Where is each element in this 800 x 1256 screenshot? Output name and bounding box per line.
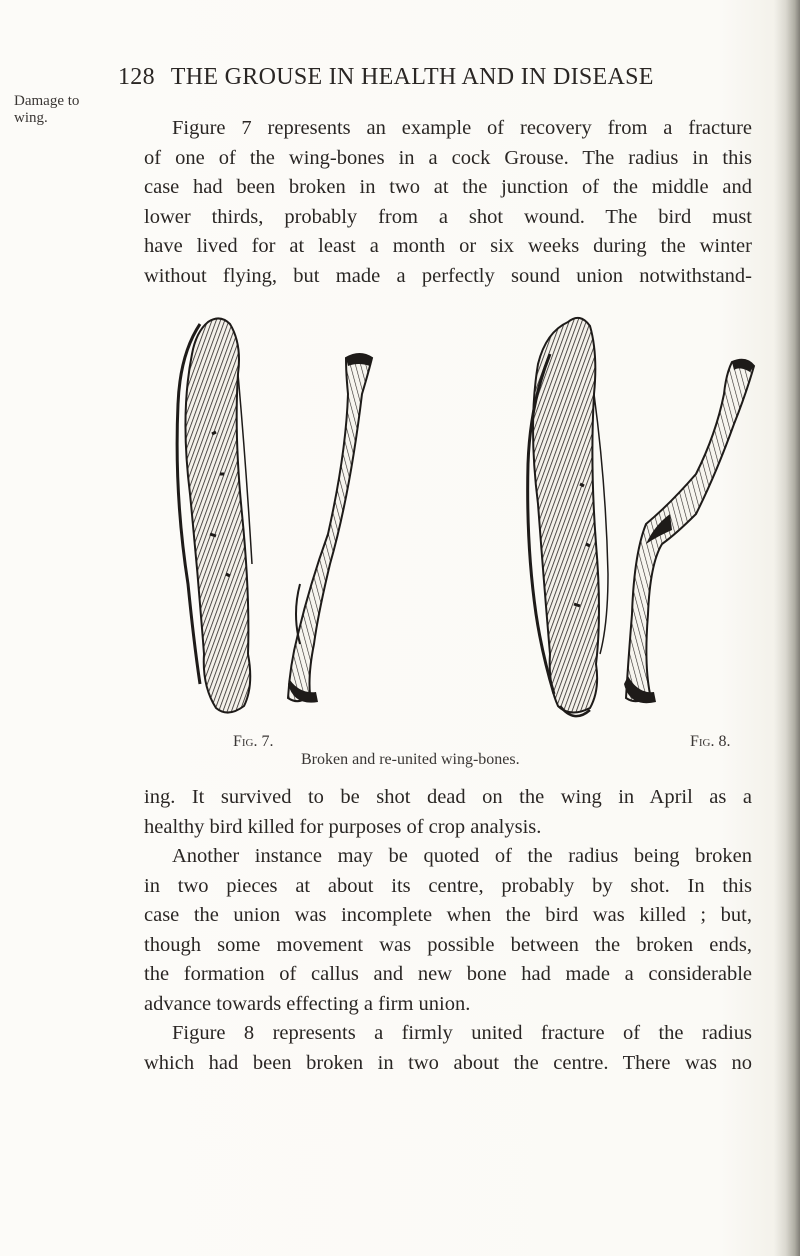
text-line: have lived for at least a month or six weeks during the winter xyxy=(144,235,752,257)
fig8-radius-drawing xyxy=(624,360,754,703)
figure-caption: Broken and re-united wing-bones. xyxy=(301,751,520,768)
text-line: advance towards effecting a firm union. xyxy=(144,992,471,1015)
text-line: of one of the wing-bones in a cock Grouse. The radius in this xyxy=(144,146,752,169)
text-line: healthy bird killed for purposes of crop analysis. xyxy=(144,815,542,838)
text-line: though some movement was possible between the broken ends, xyxy=(144,933,752,956)
margin-note-line: Damage to xyxy=(14,93,80,109)
paragraph-figure7 xyxy=(144,114,752,291)
wing-bones-illustration xyxy=(150,314,760,724)
fig7-ulna-drawing xyxy=(177,318,252,712)
page-edge-shadow xyxy=(774,0,800,1256)
fig7-radius-drawing xyxy=(288,354,372,703)
text-line: ing. It survived to be shot dead on the wing in April as a xyxy=(144,786,752,808)
text-line: Figure 7 represents an example of recovery from a fracture xyxy=(172,117,752,139)
text-line: the formation of callus and new bone had made a considerable xyxy=(144,963,752,985)
text-line: Another instance may be quoted of the radius being broken xyxy=(172,845,752,867)
text-line: in two pieces at about its centre, probably by shot. In this xyxy=(144,874,752,897)
text-line: case had been broken in two at the junction of the middle and xyxy=(144,176,752,198)
text-line: without flying, but made a perfectly sound union notwithstand- xyxy=(144,264,752,287)
margin-note xyxy=(14,93,104,127)
text-line: Figure 8 represents a firmly united fracture of the radius xyxy=(172,1022,752,1044)
figure-label-fig7: Fig. 7. xyxy=(233,733,274,750)
margin-note-line: wing. xyxy=(14,110,48,126)
figure-label-fig8: Fig. 8. xyxy=(690,733,731,750)
text-line: which had been broken in two about the centre. There was no xyxy=(144,1051,752,1074)
text-line: case the union was incomplete when the bird was killed ; but, xyxy=(144,904,752,926)
text-line: lower thirds, probably from a shot wound. The bird must xyxy=(144,205,752,228)
book-title: THE GROUSE IN HEALTH AND IN DISEASE xyxy=(170,64,654,90)
page-number: 128 xyxy=(118,64,155,90)
fig8-ulna-drawing xyxy=(528,318,608,716)
paragraph-continuation xyxy=(144,783,752,1078)
running-head xyxy=(118,64,748,91)
